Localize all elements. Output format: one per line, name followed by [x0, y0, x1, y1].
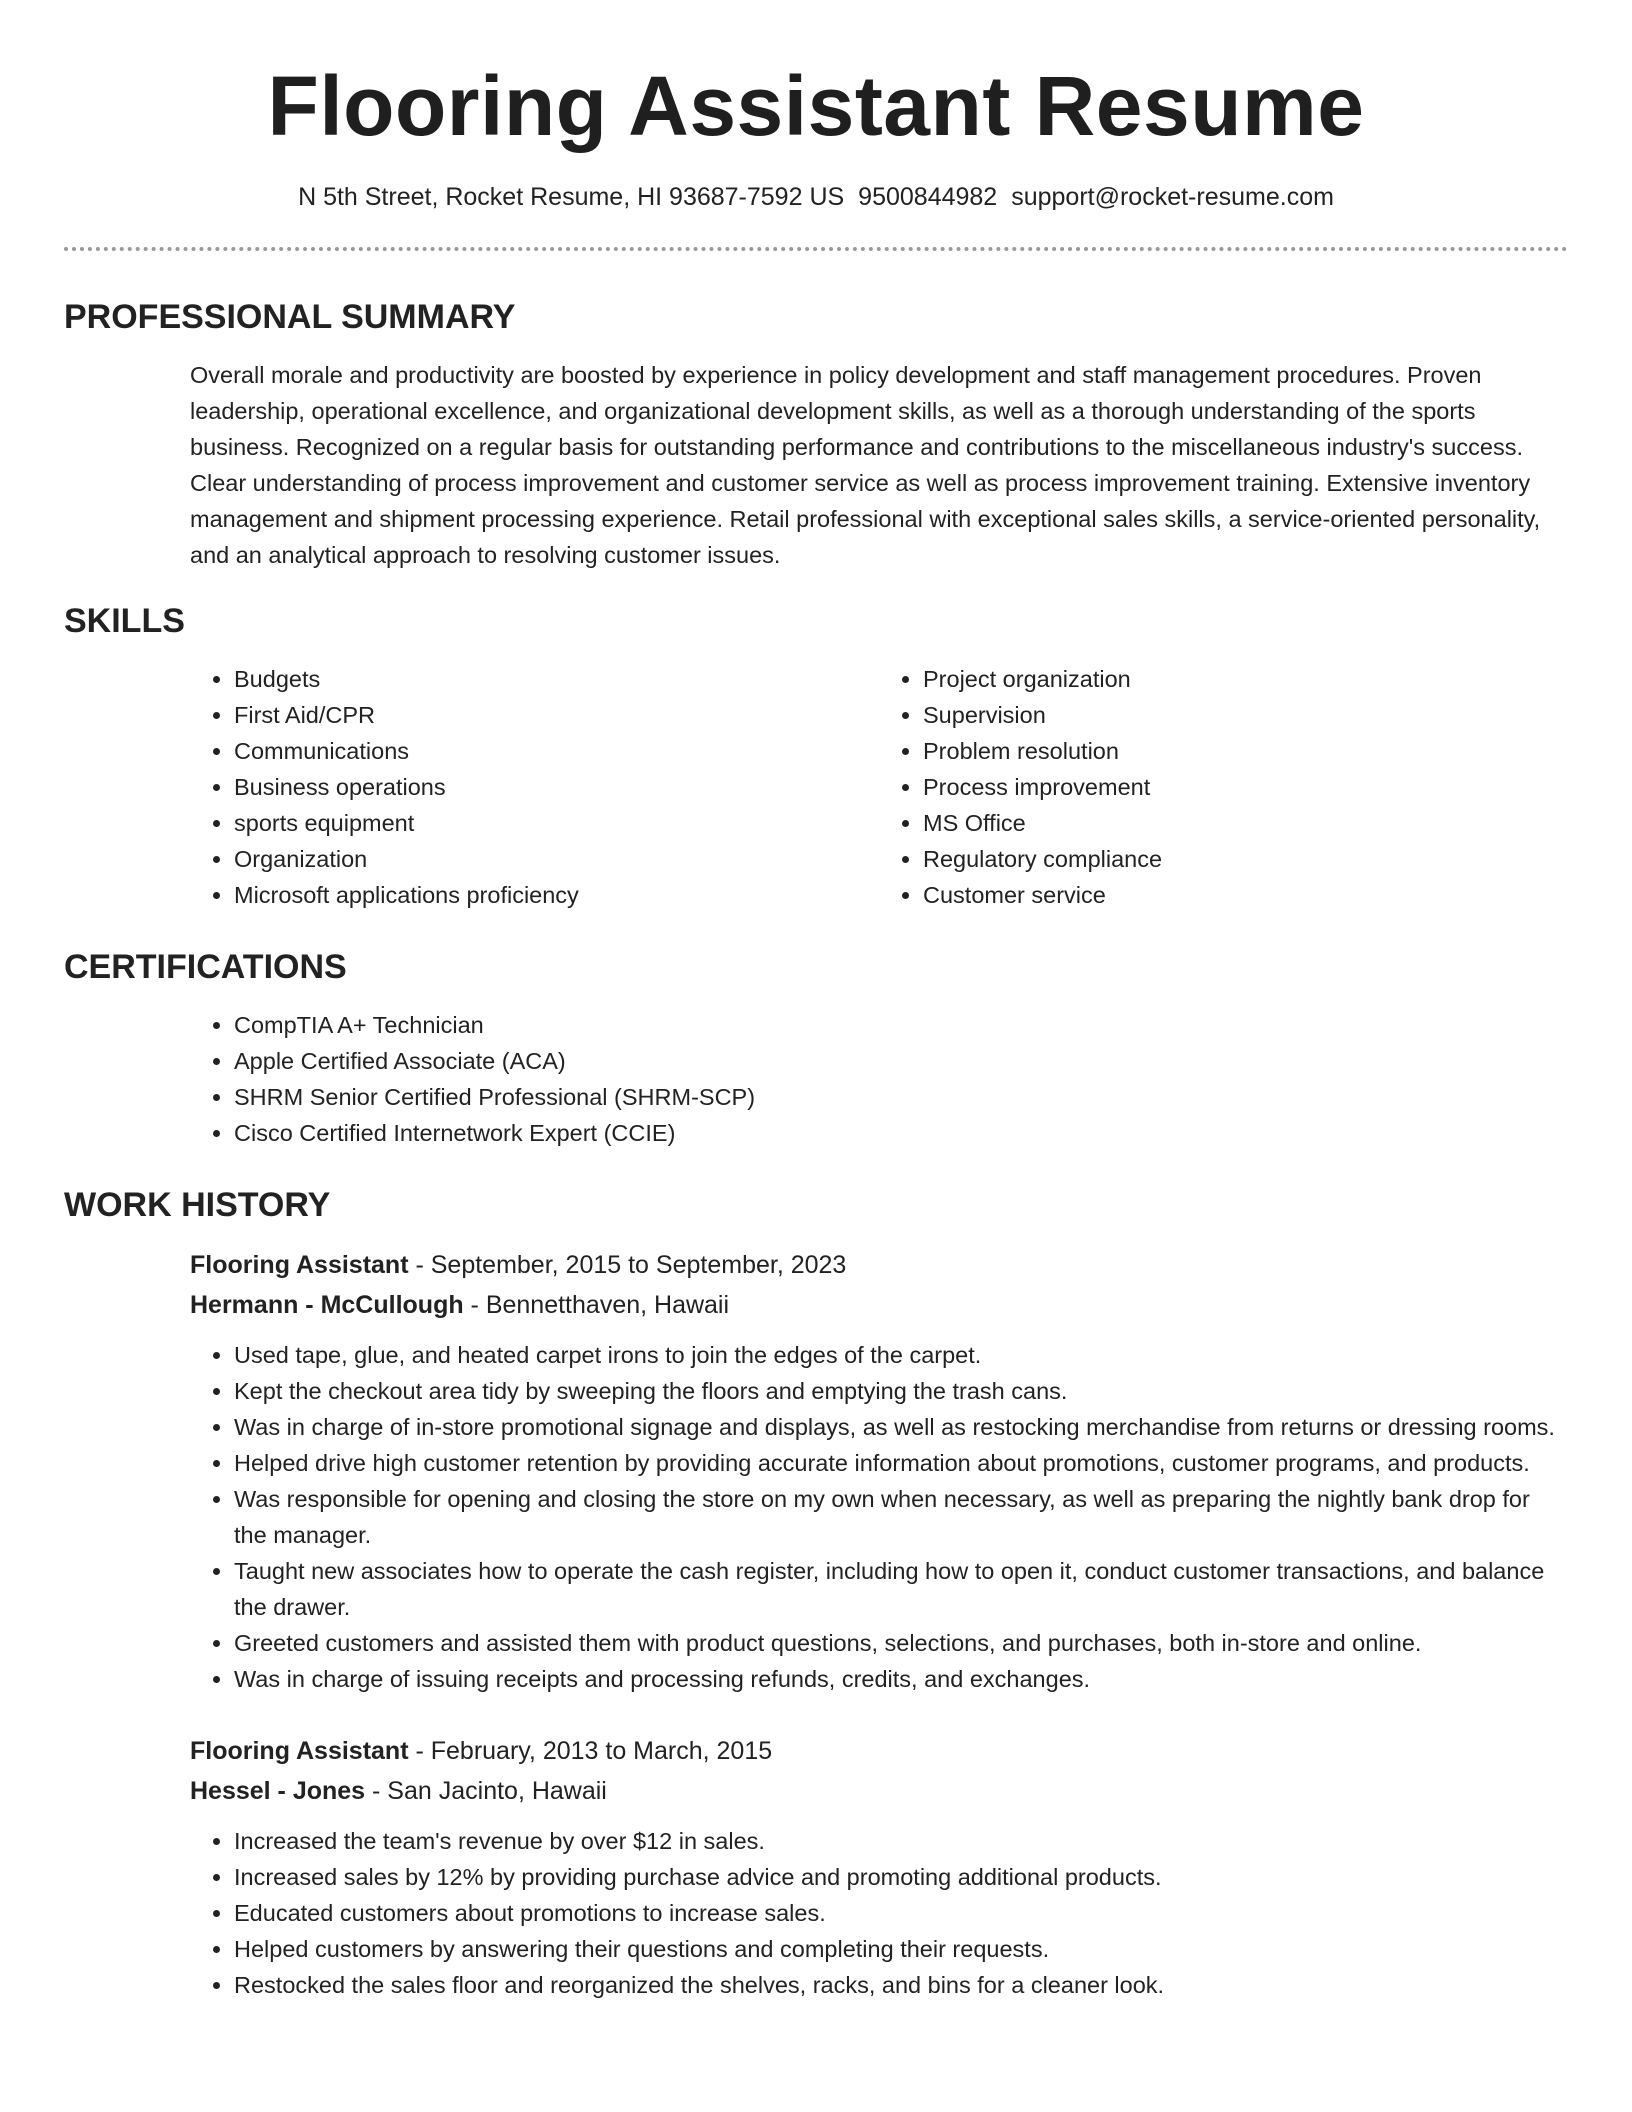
- job-bullet: • Helped customers by answering their questions and completing their requests.: [234, 1931, 1568, 1967]
- skill-item: • Problem resolution: [923, 733, 1568, 769]
- skill-item: • Regulatory compliance: [923, 841, 1568, 877]
- job-location: - Bennetthaven, Hawaii: [463, 1291, 730, 1319]
- contact-address: N 5th Street, Rocket Resume, HI 93687-7592 US: [298, 183, 845, 211]
- job-title-line: [190, 1731, 1568, 1771]
- skill-item: • Organization: [234, 841, 879, 877]
- skill-item: • Supervision: [923, 697, 1568, 733]
- skills-columns: [190, 661, 1568, 913]
- job-company: Hermann - McCullough: [190, 1291, 464, 1319]
- work-history-heading: WORK HISTORY: [64, 1186, 331, 1224]
- job-bullet: • Increased the team's revenue by over $12 in sales.: [234, 1823, 1568, 1859]
- skill-item: • Process improvement: [923, 769, 1568, 805]
- skills-list-left: [190, 661, 879, 913]
- certifications-heading: CERTIFICATIONS: [64, 948, 347, 986]
- skill-item: • sports equipment: [234, 805, 879, 841]
- skills-list-right: [879, 661, 1568, 913]
- skill-item: • Communications: [234, 733, 879, 769]
- skill-item: • MS Office: [923, 805, 1568, 841]
- skill-item: • Microsoft applications proficiency: [234, 877, 879, 913]
- job-bullet: • Increased sales by 12% by providing purchase advice and promoting additional products.: [234, 1859, 1568, 1895]
- skill-item: • Business operations: [234, 769, 879, 805]
- job-bullet: • Was responsible for opening and closing the store on my own when necessary, as well as preparing the nightly bank drop for the manager.: [234, 1481, 1568, 1553]
- job-dates: - February, 2013 to March, 2015: [408, 1737, 773, 1765]
- job-location: - San Jacinto, Hawaii: [365, 1777, 607, 1805]
- job-title-line: [190, 1245, 1568, 1285]
- job-bullet: • Taught new associates how to operate the cash register, including how to open it, conduct customer transactions, and balance the drawer.: [234, 1553, 1568, 1625]
- skill-item: • First Aid/CPR: [234, 697, 879, 733]
- certification-item: • CompTIA A+ Technician: [234, 1007, 1568, 1043]
- job-title: Flooring Assistant: [190, 1251, 409, 1279]
- skill-item: • Project organization: [923, 661, 1568, 697]
- job-bullet: • Used tape, glue, and heated carpet irons to join the edges of the carpet.: [234, 1337, 1568, 1373]
- job-company-line: [190, 1771, 1568, 1811]
- job-dates: - September, 2015 to September, 2023: [408, 1251, 847, 1279]
- job-bullets: [190, 1823, 1568, 2003]
- job-bullet: • Was in charge of in-store promotional signage and displays, as well as restocking merchandise from returns or dressing rooms.: [234, 1409, 1568, 1445]
- certification-item: • Apple Certified Associate (ACA): [234, 1043, 1568, 1079]
- job-bullet: • Educated customers about promotions to increase sales.: [234, 1895, 1568, 1931]
- header-divider: [64, 247, 1568, 251]
- contact-phone: 9500844982: [858, 183, 998, 211]
- job-entry: [190, 1731, 1568, 2003]
- skills-heading: SKILLS: [64, 602, 185, 640]
- skill-item: • Customer service: [923, 877, 1568, 913]
- job-title: Flooring Assistant: [190, 1737, 409, 1765]
- certifications-list: [190, 1007, 1568, 1151]
- job-bullet: • Greeted customers and assisted them with product questions, selections, and purchases, both in-store and online.: [234, 1625, 1568, 1661]
- certification-item: • Cisco Certified Internetwork Expert (CCIE): [234, 1115, 1568, 1151]
- summary-text: Overall morale and productivity are boosted by experience in policy development and staff management procedures. Proven leadership, operational excellence, and organizational development skills, as well as a thorough understanding of the sports business. Recognized on a regular basis for outstanding performance and contributions to the miscellaneous industry's success. Clear understanding of process improvement and customer service as well as process improvement training. Extensive inventory management and shipment processing experience. Retail professional with exceptional sales skills, a service-oriented personality, and an analytical approach to resolving customer issues.: [190, 362, 1541, 568]
- job-bullet: • Was in charge of issuing receipts and processing refunds, credits, and exchanges.: [234, 1661, 1568, 1697]
- page-title: Flooring Assistant Resume: [267, 59, 1365, 153]
- job-company: Hessel - Jones: [190, 1777, 366, 1805]
- job-company-line: [190, 1285, 1568, 1325]
- skill-item: • Budgets: [234, 661, 879, 697]
- job-bullets: [190, 1337, 1568, 1697]
- certification-item: • SHRM Senior Certified Professional (SHRM-SCP): [234, 1079, 1568, 1115]
- job-bullet: • Restocked the sales floor and reorganized the shelves, racks, and bins for a cleaner look.: [234, 1967, 1568, 2003]
- job-entry: [190, 1245, 1568, 1697]
- contact-line: [64, 180, 1568, 214]
- job-bullet: • Kept the checkout area tidy by sweeping the floors and emptying the trash cans.: [234, 1373, 1568, 1409]
- job-bullet: • Helped drive high customer retention by providing accurate information about promotions, customer programs, and products.: [234, 1445, 1568, 1481]
- summary-heading: PROFESSIONAL SUMMARY: [64, 298, 516, 336]
- contact-email: support@rocket-resume.com: [1011, 183, 1334, 211]
